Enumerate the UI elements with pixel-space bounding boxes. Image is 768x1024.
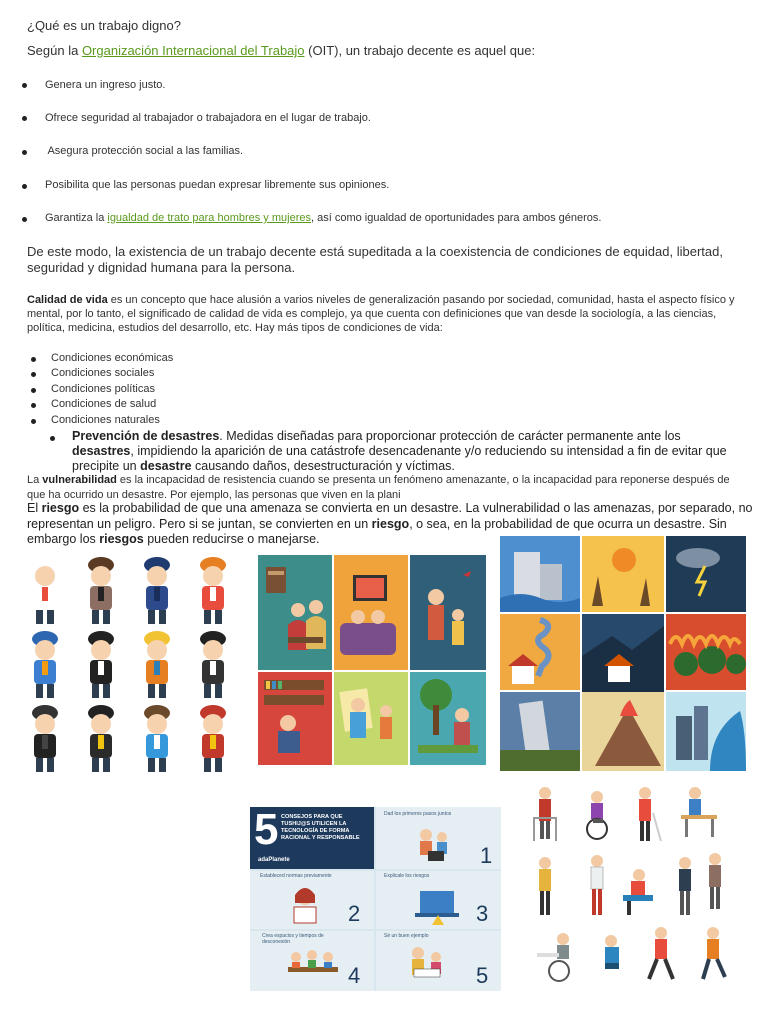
worker-figure — [88, 631, 114, 698]
bullet — [31, 388, 36, 393]
prevencion-b2: desastres — [72, 443, 131, 458]
worker-figure — [32, 705, 58, 772]
page-title: ¿Qué es un trabajo digno? — [27, 18, 181, 33]
condition-item: Condiciones económicas — [51, 352, 174, 364]
bullet — [31, 403, 36, 408]
criterion-3: Asegura protección social a las familias. — [45, 145, 244, 157]
prevencion-t3: causando daños, desestructuración y víctimas. — [191, 458, 455, 473]
conclusion-paragraph: De este modo, la existencia de un trabajo decente está supeditada a la coexistencia de condiciones de equidad, libertad, seguridad y dignidad humana para la persona. — [27, 244, 723, 275]
tip-2-number: 2 — [348, 901, 361, 926]
intro-paragraph — [27, 43, 535, 58]
natural-disasters-icon — [500, 536, 746, 771]
tip-1-text: Dad los primeros pasos juntos — [384, 811, 452, 817]
bullet — [22, 83, 27, 88]
tip-4-number: 4 — [348, 963, 361, 988]
worker-figure — [200, 557, 226, 624]
bullet — [22, 150, 27, 155]
tips-big-number: 5 — [254, 807, 279, 854]
tip-5-number: 5 — [476, 963, 489, 988]
intro-before: Según la — [27, 43, 82, 58]
criterion-2: Ofrece seguridad al trabajador o trabajadora en el lugar de trabajo. — [45, 112, 371, 124]
condition-item: Condiciones de salud — [51, 398, 157, 410]
criterion-5 — [45, 212, 601, 224]
tip-2-text: Estableced normas previamente — [260, 873, 332, 879]
worker-figure — [32, 557, 58, 624]
worker-figure — [32, 631, 58, 698]
worker-figure — [200, 705, 226, 772]
calidad-term: Calidad de vida — [27, 294, 108, 306]
riesgo-t2: es la probabilidad de que una amenaza se convierta en un desastre. La vulnerabilidad o las amenazas, por separado, no representan un peligro. Pero si se juntan, se convierten en un — [27, 501, 753, 531]
criterion-1: Genera un ingreso justo. — [45, 79, 166, 91]
worker-figure — [88, 557, 114, 624]
riesgo-t3: , o sea, en la probabilidad de que ocurra un desastre. Sin embargo los — [27, 516, 727, 546]
bullet — [22, 116, 27, 121]
bullet — [31, 357, 36, 362]
riesgo-b3: riesgos — [99, 532, 144, 546]
workers-icon — [18, 555, 240, 780]
worker-figure — [200, 631, 226, 698]
prevencion-paragraph — [72, 429, 742, 473]
bullet — [22, 217, 27, 222]
criterion-5-after: , así como igualdad de oportunidades para ambos géneros. — [311, 212, 602, 224]
tech-tips-infographic — [250, 807, 501, 991]
condition-item: Condiciones políticas — [51, 383, 155, 395]
riesgo-b2: riesgo — [371, 516, 410, 531]
tip-3-number: 3 — [476, 901, 489, 926]
workers-illustration — [18, 555, 240, 780]
worker-figure — [144, 557, 170, 624]
bullet — [31, 419, 36, 424]
caption-3 — [410, 659, 486, 762]
people-disabilities-illustration — [527, 783, 737, 988]
elderly-activities-illustration — [258, 555, 486, 765]
tips-header-text: CONSEJOS PARA QUE TUSHIJ@S UTILICEN LA TECNOLOGÍA DE FORMA RACIONAL Y RESPONSABLE — [281, 814, 360, 841]
prevencion-t2: , impidiendo la aparición de una catástrofe desencadenante y/o reduciendo su intensidad a fin de evitar que precipite un — [72, 443, 727, 473]
bullet — [50, 436, 55, 441]
worker-figure — [144, 705, 170, 772]
prevencion-b3: desastre — [140, 458, 192, 473]
disasters-illustration — [500, 536, 746, 771]
vuln-t2: es la incapacidad de resistencia cuando se presenta un fenómeno amenazante, o la incapacidad para reponerse después de que ha ocurrido un desastre. Por ejemplo, las personas que viven en la plani — [27, 474, 730, 501]
accessibility-people-icon — [527, 783, 737, 988]
calidad-text: es un concepto que hace alusión a varios niveles de generalización pasando por sociedad, comunidad, hasta el aspecto físico y mental, por lo tanto, el significado de calidad de vida es complejo, ya que cuenta con definiciones que van desde la sociología, a las ciencias, política, medicina, estudios del desarrollo, etc. Hay más tipos de condiciones de vida: — [27, 294, 735, 335]
condition-item: Condiciones naturales — [51, 414, 160, 426]
tips-illustrations-icon — [250, 807, 501, 991]
caption-1 — [258, 659, 332, 762]
criterion-4: Posibilita que las personas puedan expresar libremente sus opiniones. — [45, 179, 390, 191]
caption-2 — [334, 659, 408, 762]
bullet — [31, 372, 36, 377]
worker-figure — [144, 631, 170, 698]
intro-after: (OIT), un trabajo decente es aquel que: — [304, 43, 536, 58]
riesgo-t1: El — [27, 501, 42, 515]
tip-5-text: Sé un buen ejemplo — [384, 933, 429, 939]
tip-1-number: 1 — [480, 843, 493, 868]
vuln-t1: La — [27, 474, 43, 486]
prevencion-term: Prevención de desastres — [72, 429, 220, 443]
oit-link[interactable]: Organización Internacional del Trabajo — [81, 43, 305, 58]
vulnerabilidad-paragraph — [27, 473, 747, 502]
condition-item: Condiciones sociales — [51, 367, 155, 379]
worker-figure — [88, 705, 114, 772]
riesgo-b1: riesgo — [41, 501, 80, 515]
riesgo-t4: pueden reducirse o manejarse. — [143, 532, 320, 546]
tips-brand: adaPlanete — [258, 857, 290, 863]
calidad-paragraph — [27, 293, 747, 336]
tip-4-text: Crea espacios y tiempos de desconexión — [262, 933, 324, 945]
bullet — [22, 184, 27, 189]
vuln-term: vulnerabilidad — [42, 474, 117, 486]
prevencion-t1: . Medidas diseñadas para proporcionar protección de carácter permanente ante los — [219, 429, 681, 443]
criterion-5-before: Garantiza la — [45, 212, 108, 224]
tip-3-text: Explicale los riesgos — [384, 873, 430, 879]
equality-link[interactable]: igualdad de trato para hombres y mujeres — [107, 212, 311, 224]
